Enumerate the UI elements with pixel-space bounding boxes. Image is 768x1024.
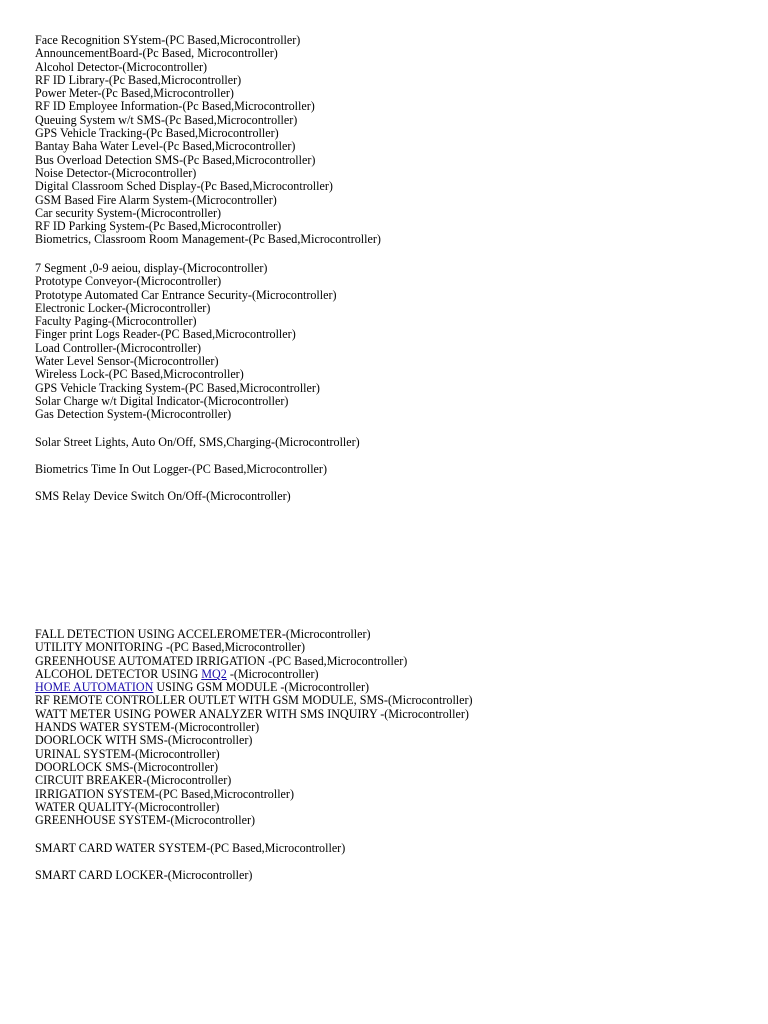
project-item-smart-card-locker: [35, 869, 755, 882]
project-list-3: [35, 628, 755, 827]
list-item: CIRCUIT BREAKER-(Microcontroller): [35, 773, 232, 788]
list-item: GPS Vehicle Tracking System-(PC Based,Microcontroller): [35, 380, 320, 395]
project-list-2: [35, 262, 755, 422]
list-item-text: ALCOHOL DETECTOR USING: [35, 666, 202, 681]
list-item: RF ID Parking System-(Pc Based,Microcontroller): [35, 219, 282, 234]
list-item: Faculty Paging-(Microcontroller): [35, 314, 197, 329]
list-item: Face Recognition SYstem-(PC Based,Microcontroller): [35, 33, 301, 47]
list-item: RF ID Employee Information-(Pc Based,Microcontroller): [35, 99, 315, 114]
list-item: Noise Detector-(Microcontroller): [35, 165, 197, 180]
project-item-smart-card-water: [35, 842, 755, 855]
list-item: RF ID Library-(Pc Based,Microcontroller): [35, 72, 242, 87]
list-item: GPS Vehicle Tracking-(Pc Based,Microcontroller): [35, 126, 279, 141]
list-item: RF REMOTE CONTROLLER OUTLET WITH GSM MODULE, SMS-(Microcontroller): [35, 693, 473, 708]
list-item: IRRIGATION SYSTEM-(PC Based,Microcontroller): [35, 786, 294, 801]
list-item: Electronic Locker-(Microcontroller): [35, 300, 211, 315]
list-item: DOORLOCK SMS-(Microcontroller): [35, 759, 219, 774]
home-automation-link[interactable]: HOME AUTOMATION: [35, 680, 154, 695]
list-item: SMS Relay Device Switch On/Off-(Microcontroller): [35, 489, 291, 503]
list-item: URINAL SYSTEM-(Microcontroller): [35, 746, 220, 761]
list-item: FALL DETECTION USING ACCELEROMETER-(Microcontroller): [35, 627, 371, 641]
project-list-1: [35, 34, 755, 247]
list-item-text: -(Microcontroller): [226, 666, 319, 681]
project-item-solar: [35, 436, 755, 449]
list-item: Load Controller-(Microcontroller): [35, 340, 201, 355]
list-item: WATER QUALITY-(Microcontroller): [35, 799, 220, 814]
list-item: Car security System-(Microcontroller): [35, 205, 222, 220]
list-item: Biometrics Time In Out Logger-(PC Based,Microcontroller): [35, 462, 327, 476]
list-item: [35, 681, 755, 694]
list-item: Digital Classroom Sched Display-(Pc Based,Microcontroller): [35, 179, 333, 194]
list-item: GREENHOUSE AUTOMATED IRRIGATION -(PC Based,Microcontroller): [35, 653, 408, 668]
list-item: Biometrics, Classroom Room Management-(Pc Based,Microcontroller): [35, 232, 381, 247]
list-item: Gas Detection System-(Microcontroller): [35, 407, 232, 422]
list-item: WATT METER USING POWER ANALYZER WITH SMS INQUIRY -(Microcontroller): [35, 706, 469, 721]
list-item: Finger print Logs Reader-(PC Based,Microcontroller): [35, 327, 296, 342]
project-item-biometrics: [35, 463, 755, 476]
list-item: SMART CARD LOCKER-(Microcontroller): [35, 868, 253, 882]
list-item: Queuing System w/t SMS-(Pc Based,Microcontroller): [35, 112, 298, 127]
project-item-sms-relay: [35, 490, 755, 503]
list-item: Bantay Baha Water Level-(Pc Based,Microcontroller): [35, 139, 296, 154]
list-item: Bus Overload Detection SMS-(Pc Based,Microcontroller): [35, 152, 316, 167]
list-item: Power Meter-(Pc Based,Microcontroller): [35, 86, 234, 101]
list-item: DOORLOCK WITH SMS-(Microcontroller): [35, 733, 253, 748]
list-item: 7 Segment ,0-9 aeiou, display-(Microcontroller): [35, 261, 268, 275]
list-item: Solar Charge w/t Digital Indicator-(Microcontroller): [35, 393, 289, 408]
list-item: Water Level Sensor-(Microcontroller): [35, 354, 219, 369]
list-item: GREENHOUSE SYSTEM-(Microcontroller): [35, 813, 256, 828]
list-item: [35, 668, 755, 681]
list-item: Solar Street Lights, Auto On/Off, SMS,Charging-(Microcontroller): [35, 435, 360, 449]
mq2-link[interactable]: MQ2: [201, 666, 227, 681]
list-item: HANDS WATER SYSTEM-(Microcontroller): [35, 720, 260, 735]
list-item: GSM Based Fire Alarm System-(Microcontroller): [35, 192, 277, 207]
list-item: Prototype Conveyor-(Microcontroller): [35, 274, 222, 289]
list-item: Prototype Automated Car Entrance Security-(Microcontroller): [35, 287, 337, 302]
list-item: Wireless Lock-(PC Based,Microcontroller): [35, 367, 244, 382]
list-item-text: USING GSM MODULE -(Microcontroller): [153, 680, 370, 695]
list-item: UTILITY MONITORING -(PC Based,Microcontroller): [35, 640, 306, 655]
list-item: AnnouncementBoard-(Pc Based, Microcontroller): [35, 46, 278, 61]
list-item: Alcohol Detector-(Microcontroller): [35, 59, 208, 74]
list-item: SMART CARD WATER SYSTEM-(PC Based,Microcontroller): [35, 841, 346, 855]
